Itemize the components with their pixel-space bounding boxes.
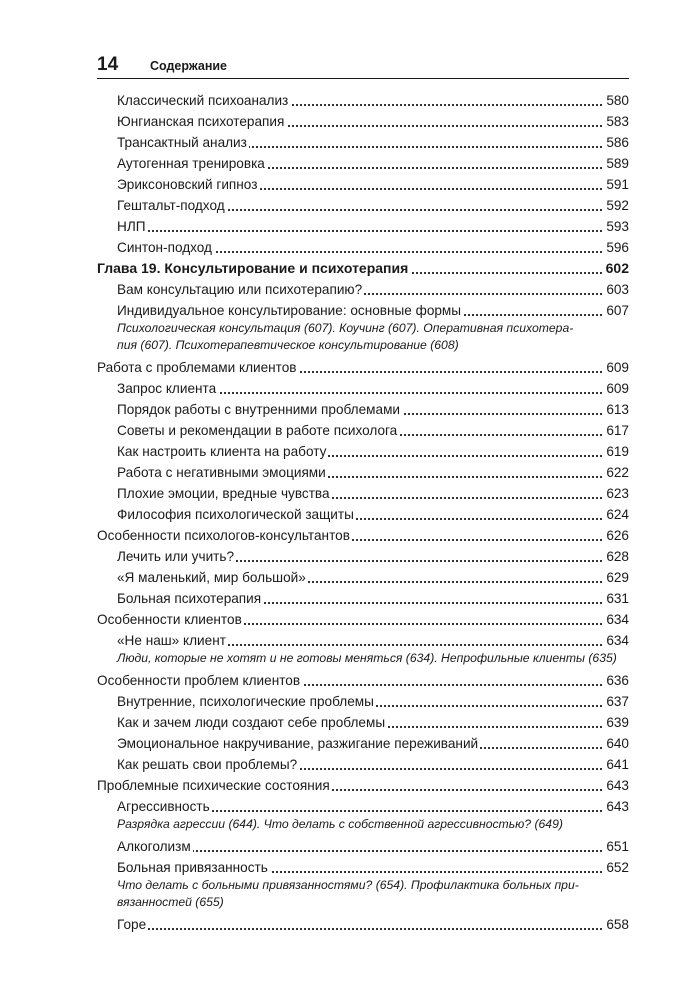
toc-entry-page: 634 (604, 630, 629, 651)
toc-entry-title: Советы и рекомендации в работе психолога (117, 423, 398, 438)
toc-subsection[interactable] (117, 630, 629, 651)
toc-entry-page: 626 (604, 525, 629, 546)
toc-subsection[interactable] (117, 378, 629, 399)
toc-entry-page: 617 (604, 420, 629, 441)
toc-subsection[interactable] (117, 132, 629, 153)
toc-entry-page: 589 (604, 153, 629, 174)
toc-subsection[interactable] (117, 483, 629, 504)
toc-entry-page: 643 (604, 796, 629, 817)
toc-entry-page: 593 (604, 216, 629, 237)
toc-subsection[interactable] (117, 504, 629, 525)
toc-entry-title: Как и зачем люди создают себе проблемы (117, 715, 386, 730)
toc-entry-title: Как решать свои проблемы? (117, 757, 298, 772)
toc-entry-page: 591 (604, 174, 629, 195)
dot-leader (117, 928, 629, 930)
toc-subsection[interactable] (117, 733, 629, 754)
toc-entry-page: 631 (604, 588, 629, 609)
toc-subsection[interactable] (117, 216, 629, 237)
toc-entry-title: Трансактный анализ (117, 135, 247, 150)
toc-entry-title: Особенности психологов-консультантов (97, 528, 350, 543)
toc-subsection[interactable] (117, 90, 629, 111)
toc-section[interactable] (97, 357, 629, 378)
toc-entry-title: Философия психологической защиты (117, 507, 354, 522)
toc-subsection[interactable] (117, 462, 629, 483)
dot-leader (117, 850, 629, 852)
toc-entry-page: 619 (604, 441, 629, 462)
toc-subsection[interactable] (117, 691, 629, 712)
toc-subsection[interactable] (117, 237, 629, 258)
toc-subtopics: Разрядка агрессии (644). Что делать с собственной агрессивностью? (649) (117, 817, 563, 831)
toc-entry-title: Агрессивность (117, 799, 210, 814)
toc-subsection[interactable] (117, 588, 629, 609)
toc-entry-page: 583 (604, 111, 629, 132)
toc-section[interactable] (97, 609, 629, 630)
toc-entry-title: Аутогенная тренировка (117, 156, 265, 171)
toc-entry-title: «Не наш» клиент (117, 633, 226, 648)
toc-subsection[interactable] (117, 836, 629, 857)
toc-entry-title: Классический психоанализ (117, 93, 289, 108)
toc-entry-title: Индивидуальное консультирование: основные формы (117, 303, 462, 318)
toc-entry-title: Порядок работы с внутренними проблемами (117, 402, 401, 417)
toc-subsection[interactable] (117, 111, 629, 132)
toc-entry-page: 640 (604, 733, 629, 754)
toc-subsection[interactable] (117, 914, 629, 935)
toc-section[interactable] (97, 670, 629, 691)
page-number: 14 (97, 54, 119, 75)
toc-subtopics: Что делать с больными привязанностями? (654). Профилактика больных при- вязанностей (655) (117, 878, 579, 909)
toc-subtopics: Психологическая консультация (607). Коучинг (607). Оперативная психотера- пия (607). Психотерапевтическое консультирование (608) (117, 321, 574, 352)
toc-entry-page: 623 (604, 483, 629, 504)
toc-entry-title: Больная психотерапия (117, 591, 262, 606)
toc-entry-page: 637 (604, 691, 629, 712)
toc-entry-title: Запрос клиента (117, 381, 217, 396)
toc-subsection[interactable] (117, 567, 629, 588)
toc-entry-page: 639 (604, 712, 629, 733)
toc-entry-title: Проблемные психические состояния (97, 778, 330, 793)
dot-leader (117, 230, 629, 232)
page-title: Содержание (150, 59, 228, 73)
toc-entry-page: 586 (604, 132, 629, 153)
toc-entry-page: 596 (604, 237, 629, 258)
toc-entry-title: Работа с негативными эмоциями (117, 465, 326, 480)
toc-entry-page: 592 (604, 195, 629, 216)
toc-subsection[interactable] (117, 796, 629, 817)
toc-subsection[interactable] (117, 300, 629, 321)
toc-entry-title: Лечить или учить? (117, 549, 235, 564)
toc-subsection[interactable] (117, 546, 629, 567)
toc-entry-page: 634 (604, 609, 629, 630)
toc-entry-title: Алкоголизм (117, 839, 191, 854)
toc-entry-page: 658 (604, 914, 629, 935)
toc-section[interactable] (97, 775, 629, 796)
toc-entry-page: 651 (604, 836, 629, 857)
toc-entry-page: 602 (604, 258, 629, 279)
toc-entry-page: 629 (604, 567, 629, 588)
toc-entry-page: 607 (604, 300, 629, 321)
toc-entry-page: 609 (604, 357, 629, 378)
toc-entry-page: 603 (604, 279, 629, 300)
toc-subsection[interactable] (117, 174, 629, 195)
toc-entry-title: НЛП (117, 219, 146, 234)
toc-entry-page: 641 (604, 754, 629, 775)
toc-subsection[interactable] (117, 441, 629, 462)
page-header (97, 52, 629, 79)
toc-entry-page: 636 (604, 670, 629, 691)
toc-subsection[interactable] (117, 857, 629, 878)
toc-entry-title: Горе (117, 917, 147, 932)
table-of-contents (97, 90, 629, 935)
toc-subsection[interactable] (117, 420, 629, 441)
toc-entry-page: 643 (604, 775, 629, 796)
toc-entry-page: 609 (604, 378, 629, 399)
toc-entry-title: Работа с проблемами клиентов (97, 360, 297, 375)
toc-entry-title: Эриксоновский гипноз (117, 177, 258, 192)
toc-entry-title: Особенности клиентов (97, 612, 242, 627)
toc-entry-title: Плохие эмоции, вредные чувства (117, 486, 330, 501)
toc-subtopics: Люди, которые не хотят и не готовы меняться (634). Непрофильные клиенты (635) (117, 651, 617, 665)
toc-entry-page: 628 (604, 546, 629, 567)
toc-section[interactable] (97, 525, 629, 546)
toc-entry-title: Глава 19. Консультирование и психотерапия (97, 260, 409, 276)
toc-entry-page: 613 (604, 399, 629, 420)
toc-entry-title: Гештальт-подход (117, 198, 225, 213)
toc-entry-title: «Я маленький, мир большой» (117, 570, 306, 585)
toc-entry-page: 652 (604, 857, 629, 878)
toc-subsection[interactable] (117, 754, 629, 775)
toc-entry-title: Как настроить клиента на работу (117, 444, 327, 459)
toc-entry-title: Внутренние, психологические проблемы (117, 694, 374, 709)
toc-entry-title: Вам консультацию или психотерапию? (117, 282, 363, 297)
toc-chapter[interactable] (97, 258, 629, 279)
toc-subsection[interactable] (117, 279, 629, 300)
toc-entry-title: Синтон-подход (117, 240, 212, 255)
toc-entry-title: Юнгианская психотерапия (117, 114, 285, 129)
toc-entry-title: Эмоциональное накручивание, разжигание переживаний (117, 736, 479, 751)
toc-entry-title: Особенности проблем клиентов (97, 673, 301, 688)
toc-entry-page: 624 (604, 504, 629, 525)
toc-subsection[interactable] (117, 712, 629, 733)
toc-entry-page: 622 (604, 462, 629, 483)
toc-entry-page: 580 (604, 90, 629, 111)
toc-subsection[interactable] (117, 399, 629, 420)
toc-entry-title: Больная привязанность (117, 860, 268, 875)
toc-subsection[interactable] (117, 153, 629, 174)
toc-subsection[interactable] (117, 195, 629, 216)
